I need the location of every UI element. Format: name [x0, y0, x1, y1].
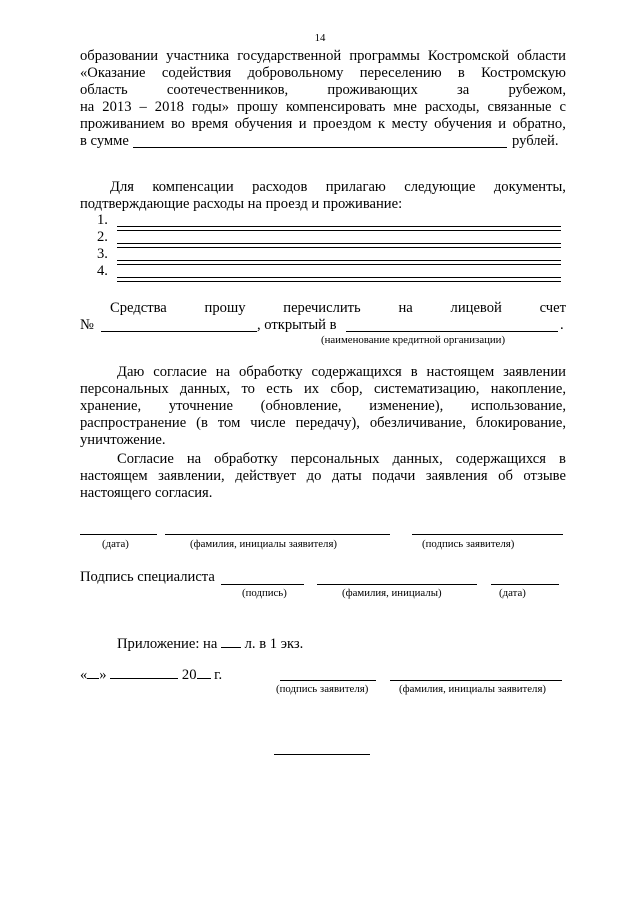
word: следующие — [404, 179, 476, 195]
applicant-signature-field[interactable] — [412, 534, 563, 535]
account-number-field[interactable] — [101, 331, 257, 332]
final-signature-caption: (подпись заявителя) — [276, 683, 369, 695]
page-number: 14 — [314, 32, 326, 44]
p1-line-3 — [80, 82, 566, 99]
word: государственной — [237, 48, 342, 64]
word: (обновление, — [260, 398, 342, 414]
word: отзыве — [523, 468, 566, 484]
doc-item-2-number: 2. — [97, 229, 108, 245]
applicant-signature-caption: (подпись заявителя) — [422, 538, 515, 550]
p4-line-3 — [80, 398, 566, 415]
word: связанные — [487, 99, 552, 115]
word: обратно, — [512, 116, 566, 132]
bank-name-field[interactable] — [346, 331, 558, 332]
doc-item-4-field[interactable] — [117, 277, 561, 282]
word: Костромскую — [481, 65, 566, 81]
word: время — [191, 116, 229, 132]
word: компенсации — [152, 179, 234, 195]
appendix-pages-field[interactable] — [221, 634, 241, 648]
word: хранение, — [80, 398, 142, 414]
word: накопление, — [490, 381, 566, 397]
word: данных, — [179, 381, 231, 397]
word: заявлении — [503, 364, 566, 380]
day-field[interactable] — [87, 665, 99, 679]
word: их — [303, 381, 320, 397]
word: с — [559, 99, 566, 115]
p4-line-1 — [117, 364, 566, 381]
doc-item-2-field[interactable] — [117, 243, 561, 248]
word: расходов — [252, 179, 308, 195]
word: Костромской — [427, 48, 510, 64]
word: подачи — [372, 468, 416, 484]
word: проездом — [313, 116, 372, 132]
p4-line-4 — [80, 415, 566, 432]
word: настоящем — [80, 468, 148, 484]
word: (в — [196, 415, 208, 431]
word: добровольному — [247, 65, 344, 81]
word: образовании — [80, 48, 159, 64]
word: блокирование, — [475, 415, 566, 431]
word: персональных — [80, 381, 169, 397]
appendix-line — [117, 634, 303, 653]
word: Для — [110, 179, 134, 195]
word: изменение), — [369, 398, 444, 414]
word: то — [241, 381, 255, 397]
word: действует — [235, 468, 297, 484]
doc-item-3-field[interactable] — [117, 260, 561, 265]
p2-line-2: подтверждающие расходы на проезд и проживание: — [80, 196, 403, 212]
opened-in-label: , открытый в — [257, 317, 337, 333]
p4-line-5: уничтожение. — [80, 432, 166, 448]
word: обучения — [434, 116, 492, 132]
word: заявления — [425, 468, 488, 484]
date-open-quote: « — [80, 667, 88, 683]
word: 2018 — [154, 99, 184, 115]
p2-line-1 — [110, 179, 566, 196]
word: перечислить — [283, 300, 361, 316]
word: счет — [539, 300, 566, 316]
word: заявлении, — [158, 468, 225, 484]
word: распространение — [80, 415, 187, 431]
word: прошу — [237, 99, 278, 115]
sum-field[interactable] — [133, 147, 507, 148]
specialist-signature-caption: (подпись) — [242, 587, 287, 599]
word: и — [298, 116, 307, 132]
doc-item-3-number: 3. — [97, 246, 108, 262]
word: в — [457, 65, 465, 81]
word: передачу), — [295, 415, 360, 431]
word: данных, — [392, 451, 443, 467]
word: настоящем — [426, 364, 495, 380]
specialist-name-caption: (фамилия, инициалы) — [342, 587, 442, 599]
word: область — [80, 82, 128, 98]
word: содержащихся — [455, 451, 546, 467]
p4-line-2 — [80, 381, 566, 398]
word: 2013 — [102, 99, 132, 115]
word: на — [215, 364, 231, 380]
sum-label: в сумме — [80, 133, 129, 149]
account-number-label: № — [80, 317, 94, 333]
word: том — [217, 415, 241, 431]
word: содержащихся — [311, 364, 402, 380]
doc-item-1-field[interactable] — [117, 226, 561, 231]
year-prefix: 20 — [181, 667, 197, 683]
applicant-name-caption: (фамилия, инициалы заявителя) — [190, 538, 338, 550]
word: использование, — [470, 398, 566, 414]
word: мне — [393, 99, 417, 115]
p5-line-3: настоящего согласия. — [80, 485, 213, 501]
word: есть — [266, 381, 293, 397]
appendix-suffix: л. в 1 экз. — [244, 636, 304, 652]
word: обезличивание, — [369, 415, 466, 431]
p3-line-1 — [110, 300, 566, 317]
word: соотечественников, — [166, 82, 289, 98]
specialist-date-caption: (дата) — [499, 587, 526, 599]
p5-line-1 — [117, 451, 566, 468]
word: систематизацию, — [373, 381, 480, 397]
closing-divider — [274, 754, 370, 755]
bank-name-caption: (наименование кредитной организации) — [321, 334, 506, 346]
word: на — [186, 451, 202, 467]
word: – — [139, 99, 147, 115]
word: за — [456, 82, 470, 98]
word: области — [517, 48, 566, 64]
p1-line-4 — [80, 99, 566, 116]
doc-item-4-number: 4. — [97, 263, 108, 279]
word: содействия — [161, 65, 232, 81]
word: Даю — [117, 364, 145, 380]
word: «Оказание — [80, 65, 146, 81]
p5-line-2 — [80, 468, 566, 485]
word: участника — [166, 48, 230, 64]
word: прилагаю — [325, 179, 386, 195]
p1-line-5 — [80, 116, 566, 133]
word: обучения — [234, 116, 293, 132]
year-field[interactable] — [197, 665, 211, 679]
word: рубежом, — [508, 82, 566, 98]
word: сбор, — [330, 381, 363, 397]
specialist-signature-label: Подпись специалиста — [80, 569, 215, 585]
applicant-name-field[interactable] — [165, 534, 390, 535]
application-date-line — [80, 665, 222, 684]
word: месту — [391, 116, 428, 132]
month-field[interactable] — [110, 665, 178, 679]
word: в — [559, 451, 566, 467]
word: уточнение — [168, 398, 233, 414]
word: Средства — [110, 300, 167, 316]
specialist-date-field[interactable] — [491, 584, 559, 585]
word: компенсировать — [285, 99, 386, 115]
word: проживающих — [327, 82, 418, 98]
final-name-caption: (фамилия, инициалы заявителя) — [399, 683, 547, 695]
date-close-quote: » — [99, 667, 107, 683]
word: расходы, — [424, 99, 480, 115]
final-name-field[interactable] — [390, 680, 562, 681]
word: обработку — [239, 364, 303, 380]
year-suffix: г. — [214, 667, 223, 683]
p1-line-1 — [80, 48, 566, 65]
word: до — [306, 468, 322, 484]
word: документы, — [493, 179, 566, 195]
word: и — [498, 116, 507, 132]
appendix-prefix: Приложение: на — [117, 636, 218, 652]
sum-currency: рублей. — [512, 133, 559, 149]
word: к — [378, 116, 386, 132]
word: об — [498, 468, 513, 484]
word: лицевой — [450, 300, 502, 316]
specialist-name-field[interactable] — [317, 584, 477, 585]
word: согласие — [153, 364, 207, 380]
final-signature-field[interactable] — [280, 680, 376, 681]
word: даты — [331, 468, 362, 484]
word: переселению — [359, 65, 442, 81]
word: числе — [250, 415, 286, 431]
date-field[interactable] — [80, 534, 157, 535]
word: годы» — [191, 99, 229, 115]
word: программы — [349, 48, 420, 64]
word: прошу — [204, 300, 246, 316]
word: обработку — [214, 451, 278, 467]
word: во — [170, 116, 186, 132]
date-caption: (дата) — [102, 538, 129, 550]
word: на — [398, 300, 413, 316]
word: проживанием — [80, 116, 165, 132]
account-dot: . — [560, 317, 564, 333]
word: на — [80, 99, 95, 115]
specialist-signature-field[interactable] — [221, 584, 304, 585]
word: Согласие — [117, 451, 174, 467]
word: персональных — [290, 451, 380, 467]
word: в — [410, 364, 418, 380]
p1-line-2 — [80, 65, 566, 82]
doc-item-1-number: 1. — [97, 212, 108, 228]
